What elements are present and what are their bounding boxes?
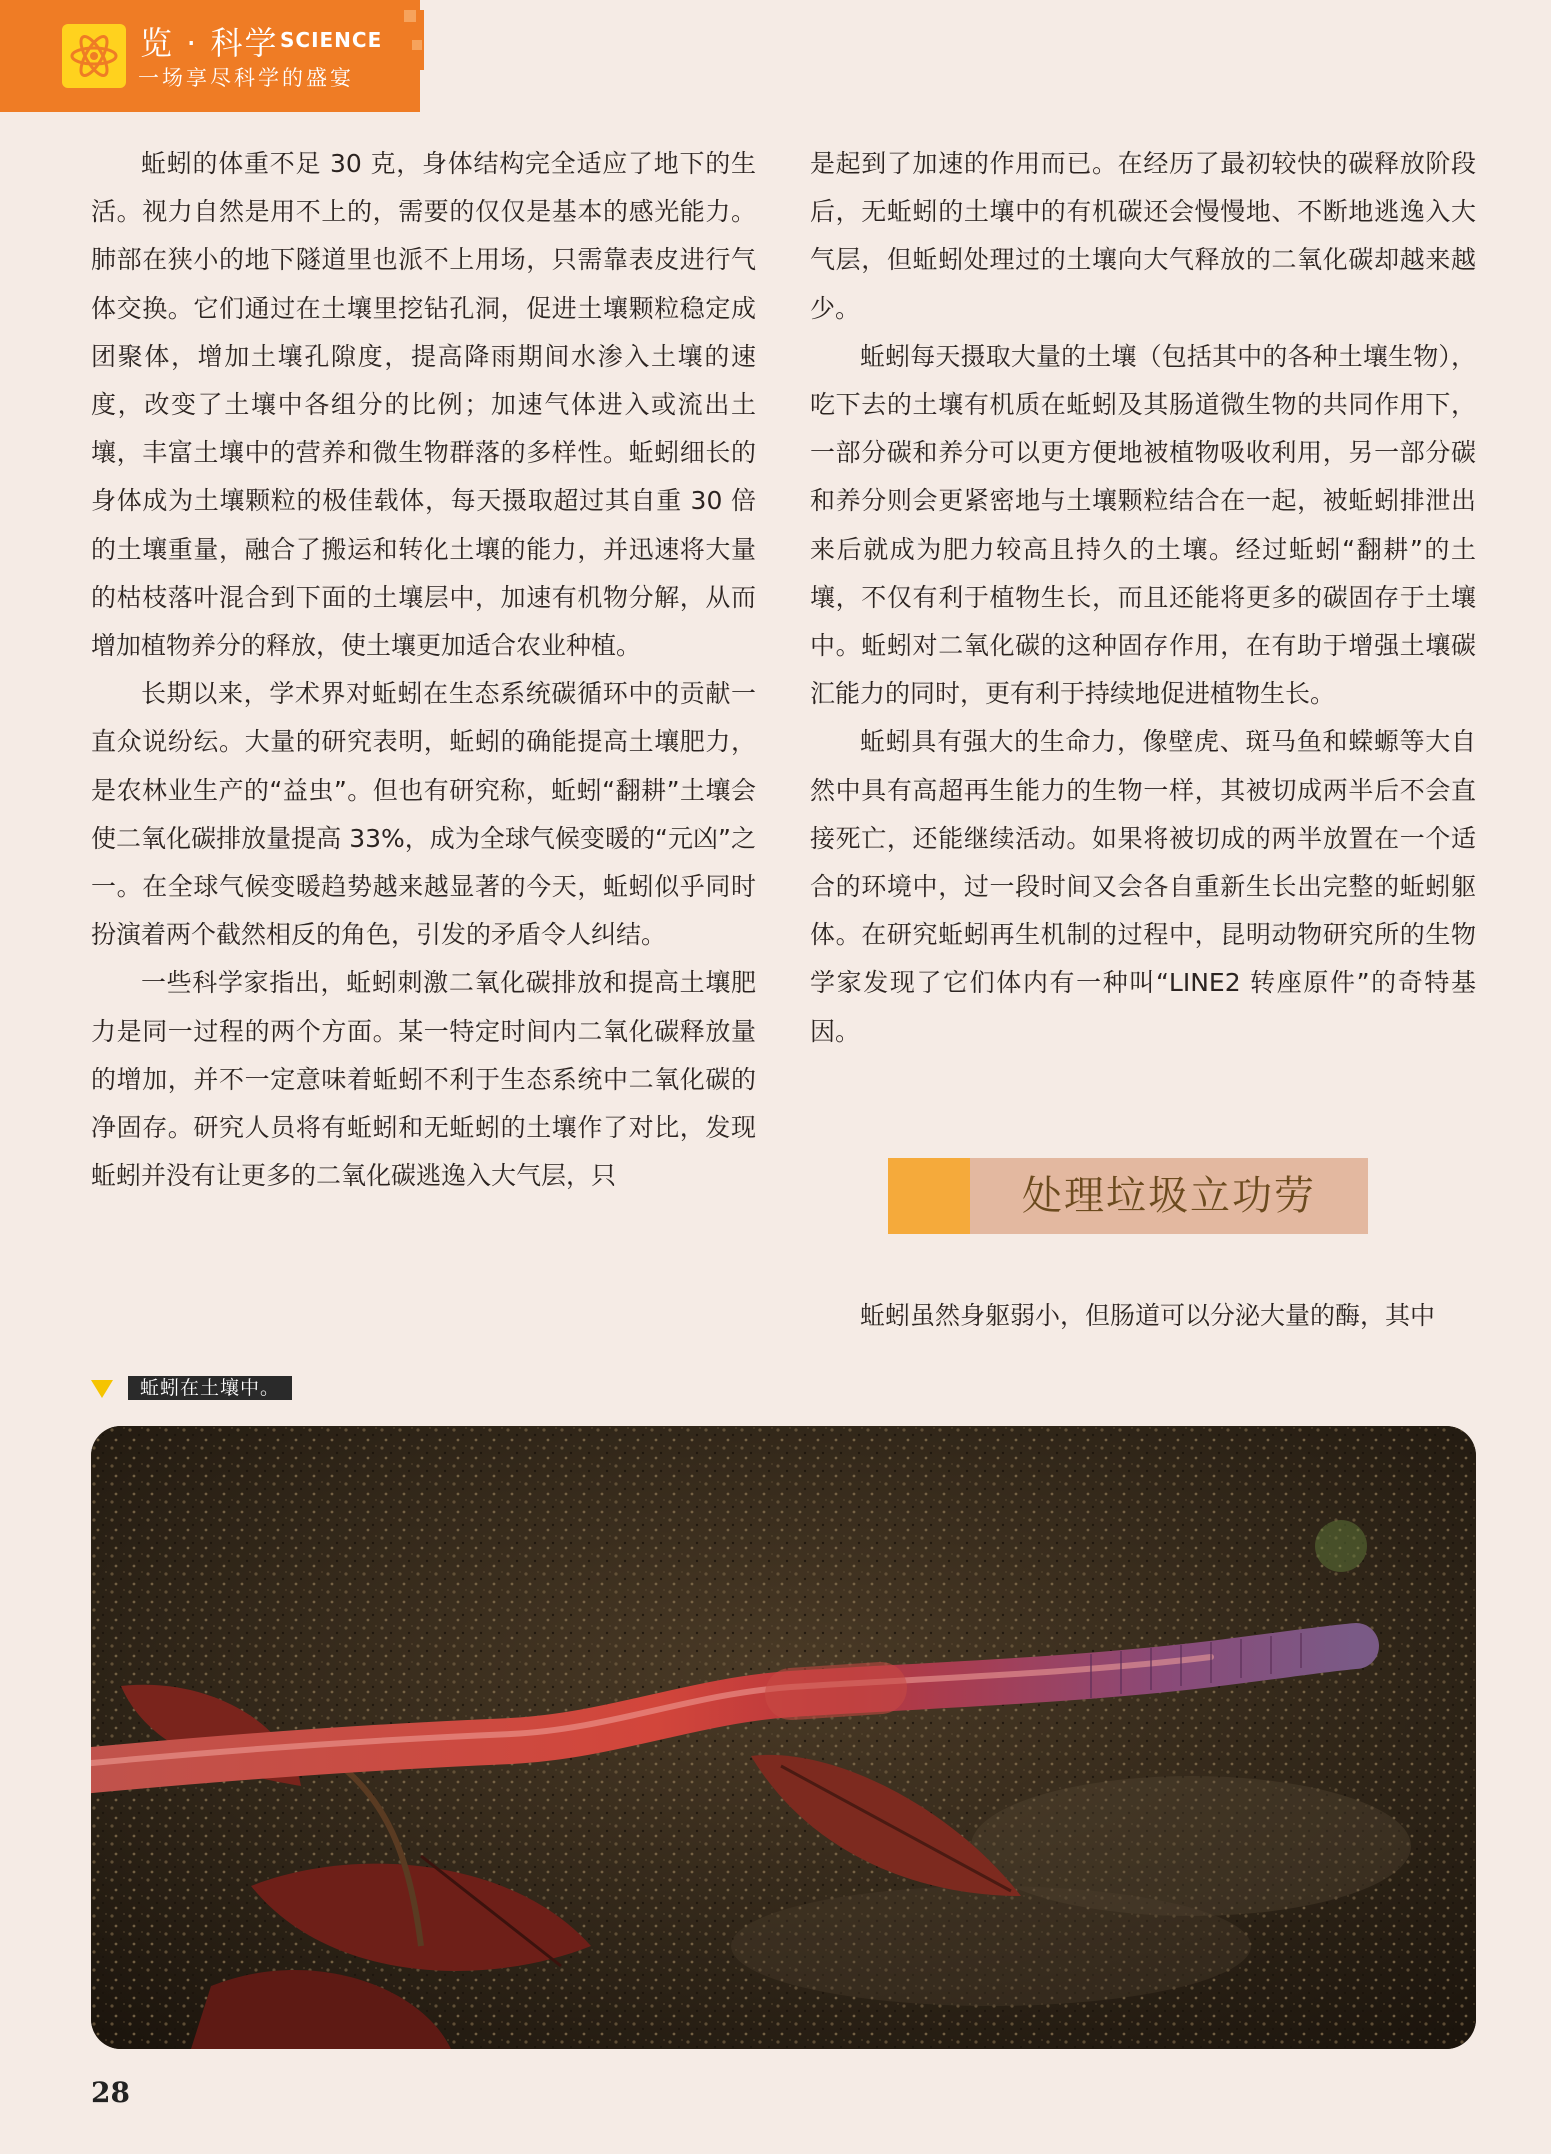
section-heading-accent (888, 1158, 970, 1234)
article-left-column (91, 140, 756, 1200)
magazine-column-title: 览 · 科学 (140, 24, 279, 62)
paragraph: 一些科学家指出，蚯蚓刺激二氧化碳排放和提高土壤肥力是同一过程的两个方面。某一特定时间内二氧化碳释放量的增加，并不一定意味着蚯蚓不利于生态系统中二氧化碳的净固存。研究人员将有蚯蚓和无蚯蚓的土壤作了对比，发现蚯蚓并没有让更多的二氧化碳逃逸入大气层，只 (91, 968, 756, 1191)
caption-triangle-icon (91, 1378, 113, 1400)
logo (62, 24, 126, 88)
paragraph: 蚯蚓虽然身躯弱小，但肠道可以分泌大量的酶，其中 (860, 1301, 1436, 1330)
section-heading-text: 处理垃圾立功劳 (1022, 1173, 1316, 1219)
section-heading (888, 1158, 1368, 1234)
paragraph: 蚯蚓的体重不足 30 克，身体结构完全适应了地下的生活。视力自然是用不上的，需要的仅仅是基本的感光能力。肺部在狭小的地下隧道里也派不上用场，只需靠表皮进行气体交换。它们通过在土壤里挖钻孔洞，促进土壤颗粒稳定成团聚体，增加土壤孔隙度，提高降雨期间水渗入土壤的速度，改变了土壤中各组分的比例；加速气体进入或流出土壤，丰富土壤中的营养和微生物群落的多样性。蚯蚓细长的身体成为土壤颗粒的极佳载体，每天摄取超过其自重 30 倍的土壤重量，融合了搬运和转化土壤的能力，并迅速将大量的枯枝落叶混合到下面的土壤层中，加速有机物分解，从而增加植物养分的释放，使土壤更加适合农业种植。 (91, 149, 756, 661)
magazine-tagline: 一场享尽科学的盛宴 (138, 66, 354, 90)
page-number: 28 (91, 2076, 130, 2109)
atom-icon (68, 30, 120, 82)
photo-caption: 蚯蚓在土壤中。 (128, 1376, 292, 1400)
paragraph: 是起到了加速的作用而已。在经历了最初较快的碳释放阶段后，无蚯蚓的土壤中的有机碳还会慢慢地、不断地逃逸入大气层，但蚯蚓处理过的土壤向大气释放的二氧化碳却越来越少。 (810, 149, 1476, 323)
header-pixel-block (386, 74, 402, 90)
earthworm-photo (91, 1426, 1476, 2049)
science-label: SCIENCE (280, 28, 383, 52)
section-body (810, 1292, 1476, 1340)
paragraph: 长期以来，学术界对蚯蚓在生态系统碳循环中的贡献一直众说纷纭。大量的研究表明，蚯蚓的确能提高土壤肥力，是农林业生产的“益虫”。但也有研究称，蚯蚓“翻耕”土壤会使二氧化碳排放量提高 33%，成为全球气候变暖的“元凶”之一。在全球气候变暖趋势越来越显著的今天，蚯蚓似乎同时扮演着两个截然相反的角色，引发的矛盾令人纠结。 (91, 679, 756, 950)
header-pixel-block (412, 40, 422, 50)
paragraph: 蚯蚓每天摄取大量的土壤（包括其中的各种土壤生物），吃下去的土壤有机质在蚯蚓及其肠道微生物的共同作用下，一部分碳和养分可以更方便地被植物吸收利用，另一部分碳和养分则会更紧密地与土壤颗粒结合在一起，被蚯蚓排泄出来后就成为肥力较高且持久的土壤。经过蚯蚓“翻耕”的土壤，不仅有利于植物生长，而且还能将更多的碳固存于土壤中。蚯蚓对二氧化碳的这种固存作用，在有助于增强土壤碳汇能力的同时，更有利于持续地促进植物生长。 (810, 341, 1476, 709)
article-right-column (810, 140, 1476, 1056)
header-pixel-block (404, 10, 416, 22)
earthworm-illustration (91, 1426, 1476, 2049)
paragraph: 蚯蚓具有强大的生命力，像壁虎、斑马鱼和蝾螈等大自然中具有高超再生能力的生物一样，其被切成两半后不会直接死亡，还能继续活动。如果将被切成的两半放置在一个适合的环境中，过一段时间又会各自重新生长出完整的蚯蚓躯体。在研究蚯蚓再生机制的过程中，昆明动物研究所的生物学家发现了它们体内有一种叫“LINE2 转座原件”的奇特基因。 (810, 727, 1476, 1046)
